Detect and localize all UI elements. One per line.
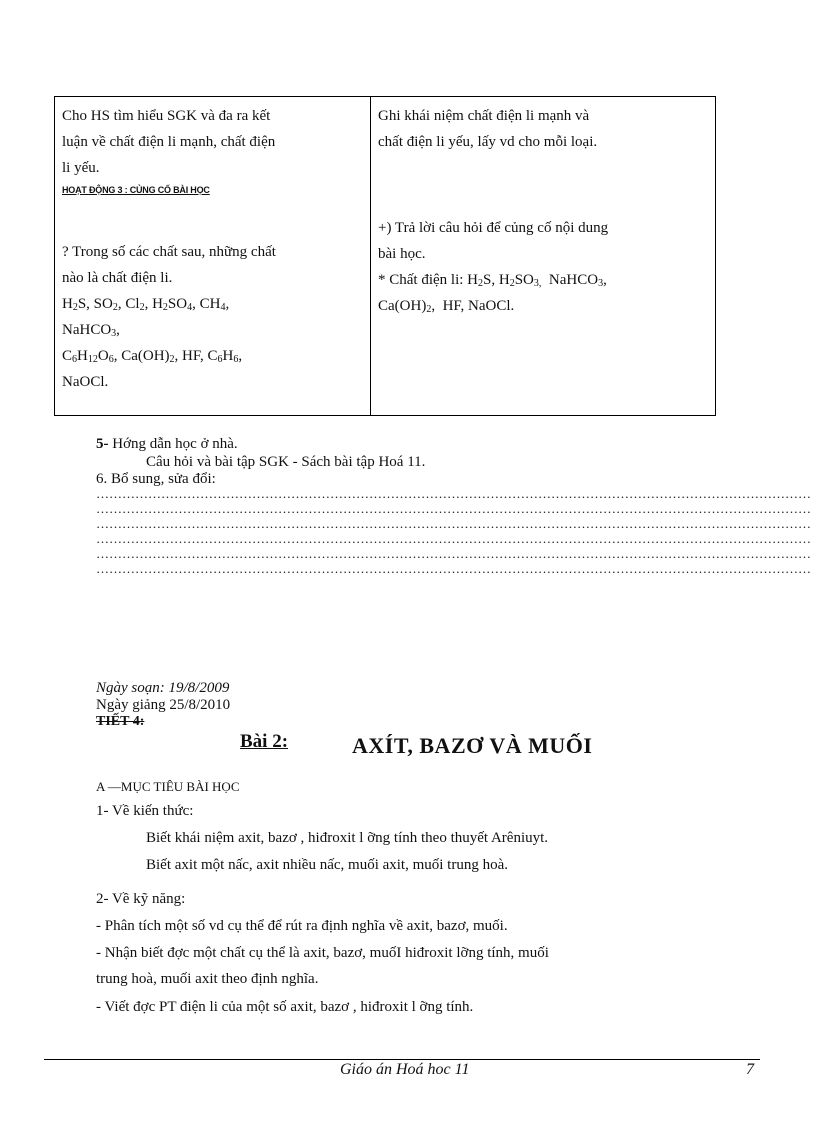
ngay-soan: Ngày soạn: 19/8/2009: [96, 680, 230, 696]
left-line-1: Cho HS tìm hiểu SGK và đa ra kết: [62, 108, 271, 124]
bai-label: Bài 2:: [240, 731, 289, 752]
kien-thuc-item-1: Biết khái niệm axit, bazơ , hiđroxit l ỡng tính theo thuyết Arêniuyt.: [146, 830, 549, 846]
left-line-3: li yếu.: [62, 160, 100, 176]
formula-line-3: $C_6H_{12}O_6$, $Ca(OH)_2$, HF, $C_6H_6$,: [62, 348, 243, 365]
formula-line-2: NaHCO$_3$,: [62, 322, 120, 339]
section-5-title: Hớng dẫn học ở nhà.: [112, 436, 238, 452]
dotted-line: …………………………………………………………………………………………………………………………………………………: [96, 486, 811, 501]
section-5-heading: [96, 436, 238, 452]
dotted-line: …………………………………………………………………………………………………………………………………………………: [96, 501, 811, 516]
section-5-number: 5-: [96, 436, 109, 452]
activity-table: [54, 96, 716, 416]
section-a-title: A —MỤC TIÊU BÀI HỌC: [96, 779, 240, 794]
question-line-2: nào là chất điện li.: [62, 270, 173, 286]
teacher-activity-column: [55, 97, 371, 415]
right-line-1: Ghi khái niệm chất điện li mạnh và: [378, 108, 590, 124]
answer-prefix: * Chất điện li:: [378, 272, 468, 288]
ky-nang-item-1: - Phân tích một số vd cụ thể để rút ra định nghĩa về axit, bazơ, muối.: [96, 918, 508, 934]
formula-line-4: NaOCl.: [62, 374, 109, 390]
section-6-title: 6. Bổ sung, sửa đổi:: [96, 471, 216, 487]
lesson-title: AXÍT, BAZƠ VÀ MUỐI: [352, 733, 593, 758]
formula-line-1: $H_2S$, $SO_2$, $Cl_2$, $H_2SO_4$, $CH_4$,: [62, 296, 230, 313]
section-5-text: Câu hỏi và bài tập SGK - Sách bài tập Hoá 11.: [146, 454, 426, 470]
kien-thuc-title: 1- Về kiến thức:: [96, 803, 194, 819]
ky-nang-item-2: - Nhận biết đợc một chất cụ thể là axit, bazơ, muốI hiđroxit lỡng tính, muối: [96, 945, 549, 961]
dotted-lines: [96, 486, 811, 576]
answer-intro-2: bài học.: [378, 246, 426, 262]
page-number: 7: [746, 1061, 754, 1078]
answer-intro-1: +) Trả lời câu hỏi để củng cố nội dung: [378, 220, 609, 236]
left-line-2: luận về chất điện li mạnh, chất điện: [62, 134, 276, 150]
ky-nang-title: 2- Về kỹ năng:: [96, 891, 186, 907]
dotted-line: …………………………………………………………………………………………………………………………………………………: [96, 546, 811, 561]
activity-3-heading: HOẠT ĐỘNG 3 : CỦNG CỐ BÀI HỌC: [62, 185, 210, 195]
dotted-line: …………………………………………………………………………………………………………………………………………………: [96, 516, 811, 531]
student-activity-column: [371, 97, 715, 415]
dotted-line: …………………………………………………………………………………………………………………………………………………: [96, 561, 811, 576]
ky-nang-item-4: - Viết đợc PT điện li của một số axit, bazơ , hiđroxit l ỡng tính.: [96, 999, 474, 1015]
answer-tail: HF, NaOCl.: [442, 298, 515, 314]
answer-line-1: * Chất điện li: $H_2S$, $H_2SO_{3,}$ NaHCO$_3$,: [378, 272, 607, 289]
ky-nang-item-3: trung hoà, muối axit theo định nghĩa.: [96, 971, 319, 987]
question-line-1: ? Trong số các chất sau, những chất: [62, 244, 276, 260]
tiet-label: TIẾT 4:: [96, 714, 145, 729]
kien-thuc-item-2: Biết axit một nấc, axit nhiều nấc, muối axit, muối trung hoà.: [146, 857, 509, 873]
ngay-giang: Ngày giảng 25/8/2010: [96, 697, 231, 713]
answer-line-2: $Ca(OH)_2$, HF, NaOCl.: [378, 298, 515, 315]
right-line-2: chất điện li yếu, lấy vd cho mỗi loại.: [378, 134, 598, 150]
footer-title: Giáo án Hoá hoc 11: [340, 1061, 470, 1078]
dotted-line: …………………………………………………………………………………………………………………………………………………: [96, 531, 811, 546]
